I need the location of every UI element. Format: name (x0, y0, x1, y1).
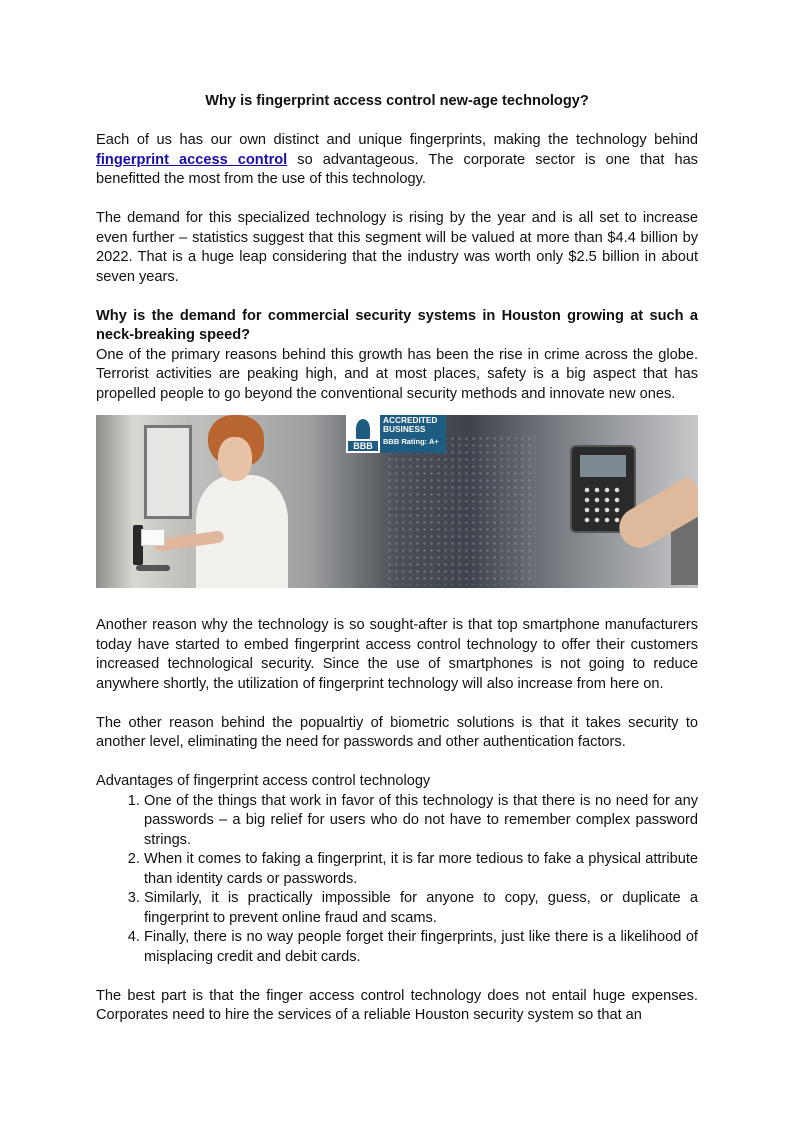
scanner-screen (580, 455, 626, 477)
access-card (141, 529, 165, 546)
intro-text-end: so advantageous. The corporate sector is one that has benefitted the most from the use of this technology. (96, 151, 698, 187)
page-title: Why is fingerprint access control new-age technology? (205, 93, 589, 109)
wall-frame (144, 425, 192, 519)
biometric-paragraph: The other reason behind the popualrtiy of biometric solutions is that it takes security to another level, eliminating the need for passwords and other authentication factors. (96, 714, 698, 750)
houston-heading: Why is the demand for commercial security systems in Houston growing at such a neck-breaking speed? (96, 307, 698, 343)
list-item: 3. Similarly, it is practically impossible for anyone to copy, guess, or duplicate a fingerprint to prevent online fraud and scams. (144, 889, 698, 928)
bbb-badge-text (380, 415, 442, 453)
bbb-rating: BBB Rating: A+ (383, 437, 439, 446)
bbb-accredited: ACCREDITED (383, 415, 438, 425)
bbb-accredited-badge (346, 415, 446, 453)
door-handle (136, 565, 170, 571)
woman-face (218, 437, 252, 481)
advantages-heading: Advantages of fingerprint access control technology (96, 773, 431, 789)
list-item: 4. Finally, there is no way people forget their fingerprints, just like there is a likelihood of misplacing credit and debit cards. (144, 928, 698, 967)
best-part-paragraph: The best part is that the finger access control technology does not entail huge expenses. Corporates need to hire the services of a reliable Houston security system so that an (96, 987, 698, 1023)
smartphones-paragraph: Another reason why the technology is so sought-after is that top smartphone manufacturers today have started to embed fingerprint access control technology to offer their customers increased technological security. Since the use of smartphones is not going to reduce anywhere shortly, the utilization of fingerprint technology will also increase from here on. (96, 617, 698, 692)
scanner-keypad (582, 485, 622, 523)
fingerprint-pattern (386, 435, 536, 585)
advantages-list (96, 792, 698, 968)
demand-paragraph: The demand for this specialized technology is rising by the year and is all set to increase even further – statistics suggest that this segment will be valued at more than $4.4 billion by 2022. That is a huge leap considering that the industry was worth only $2.5 billion in about seven years. (96, 210, 698, 285)
bbb-torch-icon (356, 419, 370, 439)
fingerprint-access-control-link[interactable]: fingerprint access control (96, 151, 288, 168)
reasons-paragraph: One of the primary reasons behind this growth has been the rise in crime across the globe. Terrorist activities are peaking high, and at most places, safety is a big aspect that has propelled people to go beyond the conventional security methods and innovate new ones. (96, 346, 698, 402)
document-page (96, 92, 698, 1026)
list-item: 2. When it comes to faking a fingerprint, it is far more tedious to fake a physical attribute than identity cards or passwords. (144, 850, 698, 889)
intro-text-start: Each of us has our own distinct and unique fingerprints, making the technology behind (96, 132, 698, 148)
intro-paragraph (96, 131, 698, 190)
bbb-logo-icon (346, 415, 380, 453)
access-control-photo (96, 415, 698, 588)
bbb-business: BUSINESS (383, 424, 426, 434)
list-item: 1. One of the things that work in favor of this technology is that there is no need for any passwords – a big relief for users who do not have to remember complex password strings. (144, 792, 698, 851)
bbb-logo-text: BBB (348, 441, 378, 451)
